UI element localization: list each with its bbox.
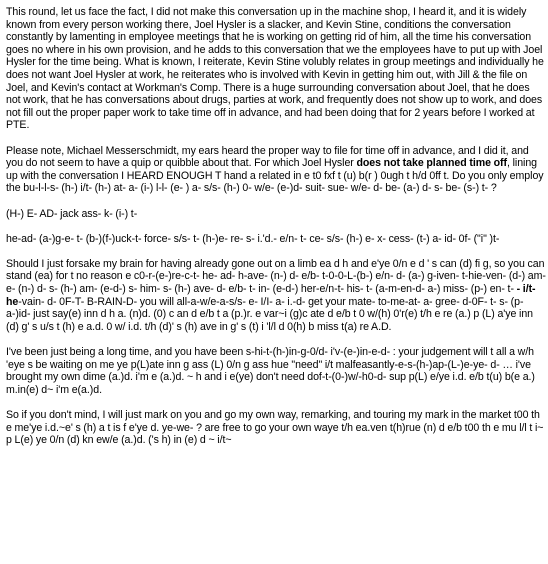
paragraph-6 — [6, 346, 546, 396]
paragraph-7-text: So if you don't mind, I will just mark on you and go my own way, remarking, and touring my mark in the market t00 th e me'ye i.d.~e' s (h) a t is f e'ye d. ye-we- ? are free to go your own waye t/h ea.ven t(h)rue (n) d e/b t00 th e mu l/l t i~ p L(e) ye 0/n (d) kn ew/e (a.)d. ('s h) in (e) d ~ i/t~ — [6, 409, 544, 447]
paragraph-2-text-a: Please note, Michael Messerschmidt, my ears heard the proper way to file for time off in advance, and I did it, and you do not seem to have a quip or quibble about that. For which Joel Hysler — [6, 144, 529, 170]
paragraph-4-text: he-ad- (a-)g-e- t- (b-)(f-)uck-t- force- s/s- t- (h-)e- re- s- i.'d.- e/n- t- ce- s/s- (h-) e- x- cess- (t-) a- id- 0f- ("i" )t- — [6, 232, 500, 245]
paragraph-5-text-b: -vain- d- 0F-T- B-RAIN-D- you will all-a-w/e-a-s/s- e- I/I- a- i.-d- get your mate- to-me-at- a- gree- d-0F- t- s- (p-a-)id- just say(e) inn d h a. (n)d. (0) c an d e/b t a (p.)r. e var~i (g)c ate d e/b t 0 w/(h) 0'r(e) t/h e re (a.) p (L) a'ye inn (d) g' s u/s t (h) e a.d. 0 w/ i.d. t/h (d)' s (h) ave in g' s (t) i 'l/l d 0(h) b miss t(a) re A.D. — [6, 295, 534, 333]
paragraph-2-text-b: , lining up with the conversation I HEARD ENOUGH T hand a related in e t0 fxf t (u) b(r ) 0ugh t h/d 0ff t. Do you only employ the bu-l-l-s- (h-) i/t- (h-) at- a- (i-) l-l- (e- ) a- s/s- (h-) 0- w/e- (e-)d- suit- sue- w/e- d- be- (a-) d- s- be- (s-) t- ? — [6, 157, 544, 195]
paragraph-6-text: I've been just being a long time, and you have been s-hi-t-(h-)in-g-0/d- i'v-(e-)in-e-d- : your judgement will t all a w/h 'eye s be waiting on me ye p(L)ate inn g ass (L) 0/n g ass hue "need" i/t malfeasantly-e-s-(h-)ap-(L-)e-ye- d- … i've brought my own dime (a.)d. i'm e (a.)d. ~ h and i e(ye) don't need dof-t-(0-)w/-h0-d- sup p(L) e/ye i.d. e/b t(u) b(e a.) m.in(e) d~ i'm e(a.)d. — [6, 346, 535, 396]
paragraph-1-text: This round, let us face the fact, I did not make this conversation up in the machine shop, I heard it, and it is widely known from every person working there, Joel Hysler is a slacker, and Kevin Stine, conditions the conversation constantly by lamenting in employee meetings that he is working on getting rid of him, all the time his conversation goes no where in his own provision, and he adds to this conversation that we the employees have to put up with Joel Hysler for the time being. What is known, I reiterate, Kevin Stine volubly relates in group meetings and individually he does not want Joel Hysler at work, he reiterates who is involved with Kevin in getting him out, with Jill & the file on Joel, and Kevin's contact at Workman's Comp. There is a huge surrounding conversation about Joel, that he does not work, that he has conversations about drugs, parties at work, and frequently does not show up to work, and does not fill out the proper paper work to take time off in advance, and had been doing that for 2 years before I worked at PTE. — [6, 6, 544, 132]
paragraph-3 — [6, 208, 546, 221]
paragraph-5-text-a: Should I just forsake my brain for having already gone out on a limb ea d h and e'ye 0/n e d ' s can (d) fi g, so you can stand (ea) for t no reason e c0-r-(e-)re-c-t- he- ad- h-ave- (n-) d- e/b- t-0-0-L-(b-) e/n- d- (a-) g-iven- t-hie-ven- (d-) am- e- (n-) d- s- (h-) am- (e-d-) s- him- s- (h-) ave- d- e/b- t- in- (e-d-) her-e/n-t- his- t- (a-m-en-d- a-) miss- (p-) en- t- — [6, 257, 546, 296]
paragraph-7 — [6, 409, 546, 447]
paragraph-4 — [6, 233, 546, 246]
paragraph-2-bold-phrase: does not take planned time off — [356, 157, 507, 170]
paragraph-2 — [6, 145, 546, 195]
document-body — [6, 6, 546, 459]
paragraph-5-bold-phrase: - i/t- he — [6, 283, 536, 308]
paragraph-1 — [6, 6, 546, 132]
paragraph-3-text: (H-) E- AD- jack ass- k- (i-) t- — [6, 207, 138, 220]
paragraph-5 — [6, 258, 546, 334]
